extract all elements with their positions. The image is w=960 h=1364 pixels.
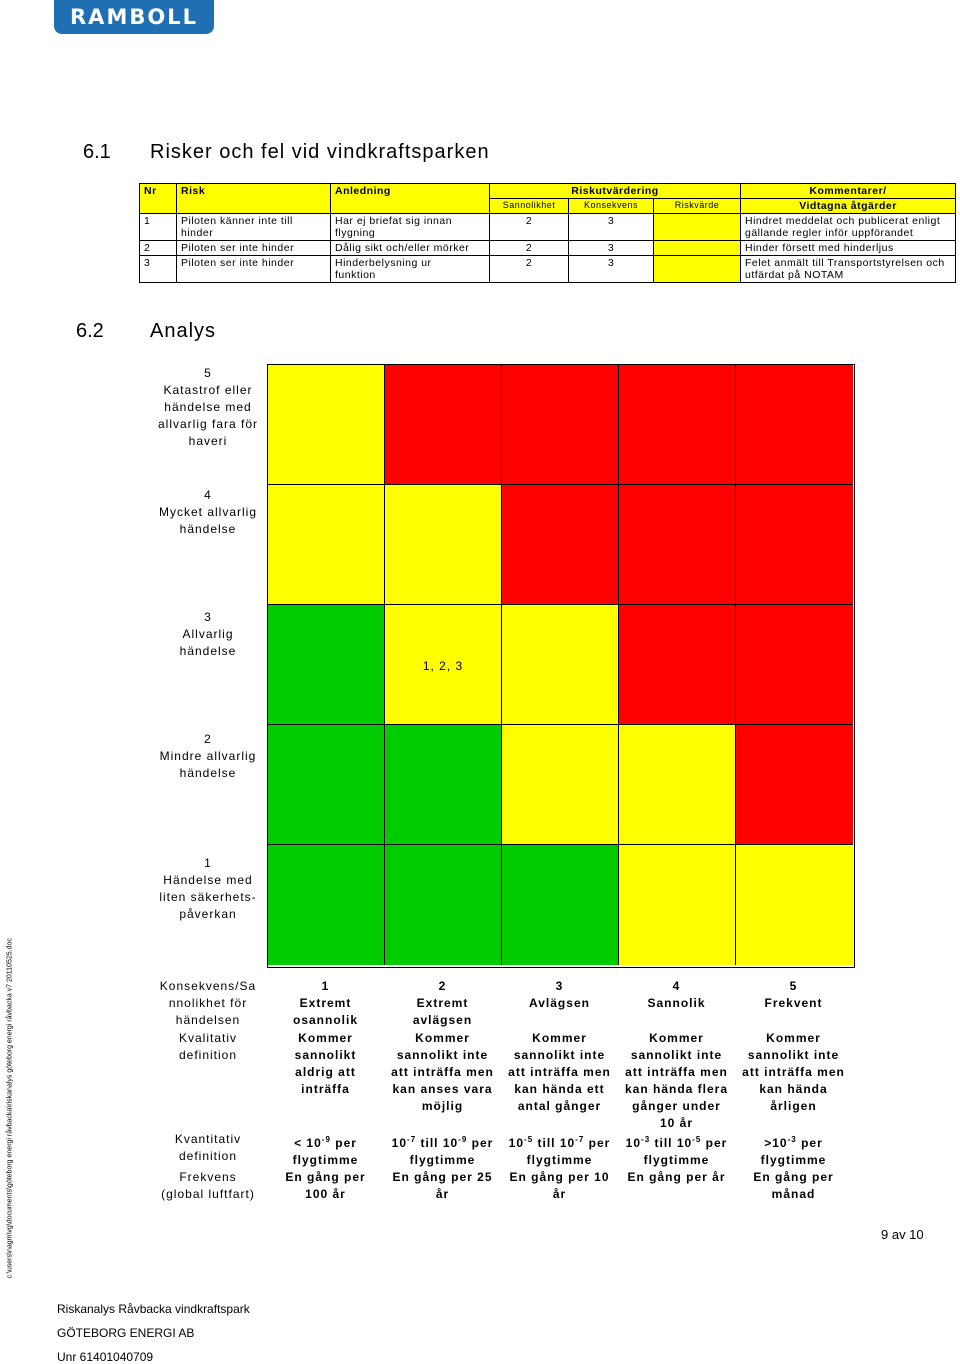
consequence-label-4	[149, 487, 267, 538]
consequence-label-3	[149, 609, 267, 660]
label-line: $10^{-7}$ till $10^{-9}$ per	[391, 1135, 494, 1150]
header-risk: Risk	[177, 184, 331, 214]
matrix-cell	[268, 485, 385, 605]
frekvens-definition	[618, 1169, 735, 1186]
matrix-cell	[268, 605, 385, 725]
label-line: Mindre allvarlig	[159, 749, 257, 763]
label-line: Katastrof eller	[163, 383, 253, 397]
matrix-cell	[268, 725, 385, 845]
label-line: Kommer	[415, 1031, 470, 1045]
label-line: allvarlig fara för	[157, 417, 259, 431]
header-vidtagna: Vidtagna åtgärder	[741, 199, 956, 214]
table-row	[140, 241, 956, 256]
footer-line-3: Unr 61401040709	[57, 1350, 154, 1364]
header-anledning: Anledning	[331, 184, 490, 214]
label-line: att inträffa men	[508, 1065, 611, 1079]
label-line: Kvantitativ	[174, 1132, 242, 1146]
label-line: Kommer	[766, 1031, 821, 1045]
label-line: händelse	[179, 766, 237, 780]
label-line: kan hända flera	[624, 1082, 729, 1096]
cell-risk: Piloten ser inte hinder	[177, 241, 331, 256]
label-line: 4	[672, 979, 681, 993]
label-line: händelsen	[175, 1013, 241, 1027]
label-line: händelse med	[164, 400, 252, 414]
header-kommentarer: Kommentarer/	[741, 184, 956, 199]
matrix-cell	[619, 605, 736, 725]
label-line: En gång per	[285, 1170, 366, 1184]
label-line: år	[435, 1187, 450, 1201]
label-line: $10^{-5}$ till $10^{-7}$ per	[508, 1135, 611, 1150]
frekvens-definition	[501, 1169, 618, 1203]
cell-nr: 1	[140, 214, 177, 241]
kvantitativ-definition	[735, 1131, 852, 1169]
cell-text: Hindret meddelat och publicerat enligt	[745, 215, 941, 227]
label-line: flygtimme	[292, 1153, 359, 1167]
cell-konsekvens: 3	[569, 214, 654, 241]
header-nr: Nr	[140, 184, 177, 214]
cell-nr: 3	[140, 256, 177, 283]
label-line: haveri	[188, 434, 228, 448]
matrix-cell	[619, 845, 736, 965]
label-line: flygtimme	[526, 1153, 593, 1167]
label-line: definition	[178, 1048, 238, 1062]
cell-sannolikhet: 2	[490, 241, 569, 256]
frekvens-definition	[735, 1169, 852, 1203]
matrix-cell	[502, 485, 619, 605]
label-line: möjlig	[421, 1099, 464, 1113]
subheader-konsekvens: Konsekvens	[569, 199, 654, 214]
level: 2	[204, 732, 212, 746]
kvantitativ-definition	[384, 1131, 501, 1169]
label-line: 1	[321, 979, 330, 993]
label-line: < $10^{-9}$ per	[294, 1135, 357, 1150]
cell-text: utfärdat på NOTAM	[745, 269, 844, 281]
footer-line-1: Riskanalys Råvbacka vindkraftspark	[57, 1302, 250, 1316]
subheader-sannolikhet: Sannolikhet	[490, 199, 569, 214]
section-title: Risker och fel vid vindkraftsparken	[150, 141, 490, 163]
cell-text: flygning	[335, 227, 376, 239]
label-line: att inträffa men	[625, 1065, 728, 1079]
table-row	[140, 214, 956, 241]
matrix-cell	[502, 725, 619, 845]
probability-header	[384, 978, 501, 1029]
kvalitativ-definition	[618, 1030, 735, 1132]
matrix-cell	[385, 605, 502, 725]
matrix-cell	[736, 485, 853, 605]
label-line: kan hända ett	[514, 1082, 605, 1096]
label-line: osannolik	[292, 1013, 358, 1027]
kvantitativ-definition	[267, 1131, 384, 1169]
consequence-label-5	[149, 365, 267, 450]
label-line: $10^{-3}$ till $10^{-5}$ per	[625, 1135, 728, 1150]
label-line: Allvarlig	[182, 627, 234, 641]
cell-riskvarde	[654, 241, 741, 256]
footer-line-2: GÖTEBORG ENERGI AB	[57, 1326, 195, 1340]
label-line: kan anses vara	[392, 1082, 493, 1096]
matrix-cell	[619, 485, 736, 605]
label-line: Frekvens	[179, 1170, 237, 1184]
probability-header	[501, 978, 618, 1012]
kvalitativ-definition	[735, 1030, 852, 1115]
label-line: gånger under	[632, 1099, 721, 1113]
label-line: händelse	[179, 644, 237, 658]
label-line: Mycket allvarlig	[158, 505, 258, 519]
label-line: 100 år	[305, 1187, 346, 1201]
label-line: sannolikt inte	[396, 1048, 489, 1062]
label-line: sannolikt inte	[747, 1048, 840, 1062]
label-line: flygtimme	[643, 1153, 710, 1167]
cell-kommentar: Hinder försett med hinderljus	[741, 241, 956, 256]
label-line: sannolikt inte	[630, 1048, 723, 1062]
probability-header	[267, 978, 384, 1029]
matrix-cell	[502, 605, 619, 725]
cell-text: Piloten känner inte till	[181, 215, 293, 227]
kvantitativ-definition	[618, 1131, 735, 1169]
frekvens-definition	[384, 1169, 501, 1203]
label-line: Sannolik	[647, 996, 706, 1010]
matrix-cell	[619, 365, 736, 485]
label-line: sannolikt inte	[513, 1048, 606, 1062]
page-number: 9 av 10	[881, 1227, 924, 1242]
label-line: Extremt	[416, 996, 469, 1010]
kvalitativ-definition	[501, 1030, 618, 1115]
cell-sannolikhet: 2	[490, 214, 569, 241]
label-line: Kommer	[649, 1031, 704, 1045]
matrix-cell	[736, 725, 853, 845]
probability-header	[618, 978, 735, 1012]
consequence-label-1	[149, 855, 267, 923]
axis-header-label	[149, 978, 267, 1029]
section-number: 6.1	[83, 141, 111, 163]
cell-anledning	[331, 256, 490, 283]
label-line: Konsekvens/Sa	[159, 979, 257, 993]
cell-anledning: Dålig sikt och/eller mörker	[331, 241, 490, 256]
cell-kommentar	[741, 256, 956, 283]
level: 3	[204, 610, 212, 624]
label-line: 2	[438, 979, 447, 993]
risk-table	[139, 183, 956, 283]
cell-konsekvens: 3	[569, 241, 654, 256]
label-line: årligen	[770, 1099, 817, 1113]
label-line: månad	[771, 1187, 816, 1201]
matrix-cell	[268, 365, 385, 485]
matrix-cell-label: 1, 2, 3	[422, 659, 464, 673]
label-line: sannolikt	[294, 1048, 357, 1062]
label-line: 10 år	[659, 1116, 694, 1130]
matrix-cell	[385, 365, 502, 485]
section-number: 6.2	[76, 320, 104, 342]
matrix-cell	[736, 845, 853, 965]
file-path: c:\users\nagm\vg\documents\göteborg energi råvbacka\riskanalys göteborg energi råvbacka v7 20110525.doc	[6, 938, 14, 1279]
matrix-cell	[619, 725, 736, 845]
cell-text: Hinderbelysning ur	[335, 257, 432, 269]
probability-header	[735, 978, 852, 1012]
cell-sannolikhet: 2	[490, 256, 569, 283]
cell-risk	[177, 214, 331, 241]
label-line: $>10^{-3}$ per	[764, 1135, 823, 1150]
cell-anledning	[331, 214, 490, 241]
kvalitativ-label	[149, 1030, 267, 1064]
cell-risk: Piloten ser inte hinder	[177, 256, 331, 283]
cell-text: Har ej briefat sig innan	[335, 215, 453, 227]
company-logo: RAMBOLL	[54, 0, 214, 34]
kvantitativ-label	[149, 1131, 267, 1165]
cell-text: Felet anmält till Transportstyrelsen och	[745, 257, 945, 269]
cell-riskvarde	[654, 214, 741, 241]
level: 5	[204, 366, 212, 380]
cell-text: funktion	[335, 269, 376, 281]
cell-nr: 2	[140, 241, 177, 256]
label-line: Avlägsen	[529, 996, 590, 1010]
label-line: antal gånger	[517, 1099, 602, 1113]
label-line: 5	[789, 979, 798, 993]
label-line: nnolikhet för	[168, 996, 248, 1010]
label-line: En gång per	[753, 1170, 834, 1184]
cell-kommentar	[741, 214, 956, 241]
label-line: Händelse med	[163, 873, 253, 887]
matrix-cell	[502, 845, 619, 965]
cell-text: gällande regler inför uppförandet	[745, 227, 914, 239]
label-line: inträffa	[301, 1082, 350, 1096]
matrix-cell	[736, 365, 853, 485]
label-line: flygtimme	[760, 1153, 827, 1167]
frekvens-definition	[267, 1169, 384, 1203]
label-line: kan hända	[759, 1082, 828, 1096]
matrix-cell	[385, 725, 502, 845]
table-row	[140, 256, 956, 283]
label-line: 3	[555, 979, 564, 993]
cell-text: hinder	[181, 227, 214, 239]
label-line: (global luftfart)	[161, 1187, 255, 1201]
label-line: Kvalitativ	[178, 1031, 238, 1045]
matrix-cell	[736, 605, 853, 725]
label-line: påverkan	[179, 907, 237, 921]
level: 4	[204, 488, 212, 502]
label-line: år	[552, 1187, 567, 1201]
label-line: att inträffa men	[742, 1065, 845, 1079]
consequence-label-2	[149, 731, 267, 782]
cell-konsekvens: 3	[569, 256, 654, 283]
label-line: händelse	[179, 522, 237, 536]
risk-matrix	[267, 364, 855, 968]
level: 1	[204, 856, 212, 870]
header-riskutvardering: Riskutvärdering	[490, 184, 741, 199]
frekvens-label	[149, 1169, 267, 1203]
matrix-cell	[385, 485, 502, 605]
kvantitativ-definition	[501, 1131, 618, 1169]
label-line: flygtimme	[409, 1153, 476, 1167]
kvalitativ-definition	[384, 1030, 501, 1115]
label-line: Extremt	[299, 996, 352, 1010]
label-line: definition	[178, 1149, 238, 1163]
kvalitativ-definition	[267, 1030, 384, 1098]
label-line: att inträffa men	[391, 1065, 494, 1079]
section-title: Analys	[150, 320, 217, 342]
label-line: liten säkerhets-	[159, 890, 257, 904]
label-line: En gång per 25	[392, 1170, 493, 1184]
label-line: avlägsen	[412, 1013, 473, 1027]
matrix-cell	[502, 365, 619, 485]
label-line: En gång per år	[627, 1170, 726, 1184]
matrix-cell	[385, 845, 502, 965]
label-line: Frekvent	[764, 996, 823, 1010]
label-line: Kommer	[532, 1031, 587, 1045]
label-line: En gång per 10	[509, 1170, 610, 1184]
label-line: Kommer	[298, 1031, 353, 1045]
label-line: aldrig att	[295, 1065, 356, 1079]
matrix-cell	[268, 845, 385, 965]
cell-riskvarde	[654, 256, 741, 283]
subheader-riskvarde: Riskvärde	[654, 199, 741, 214]
